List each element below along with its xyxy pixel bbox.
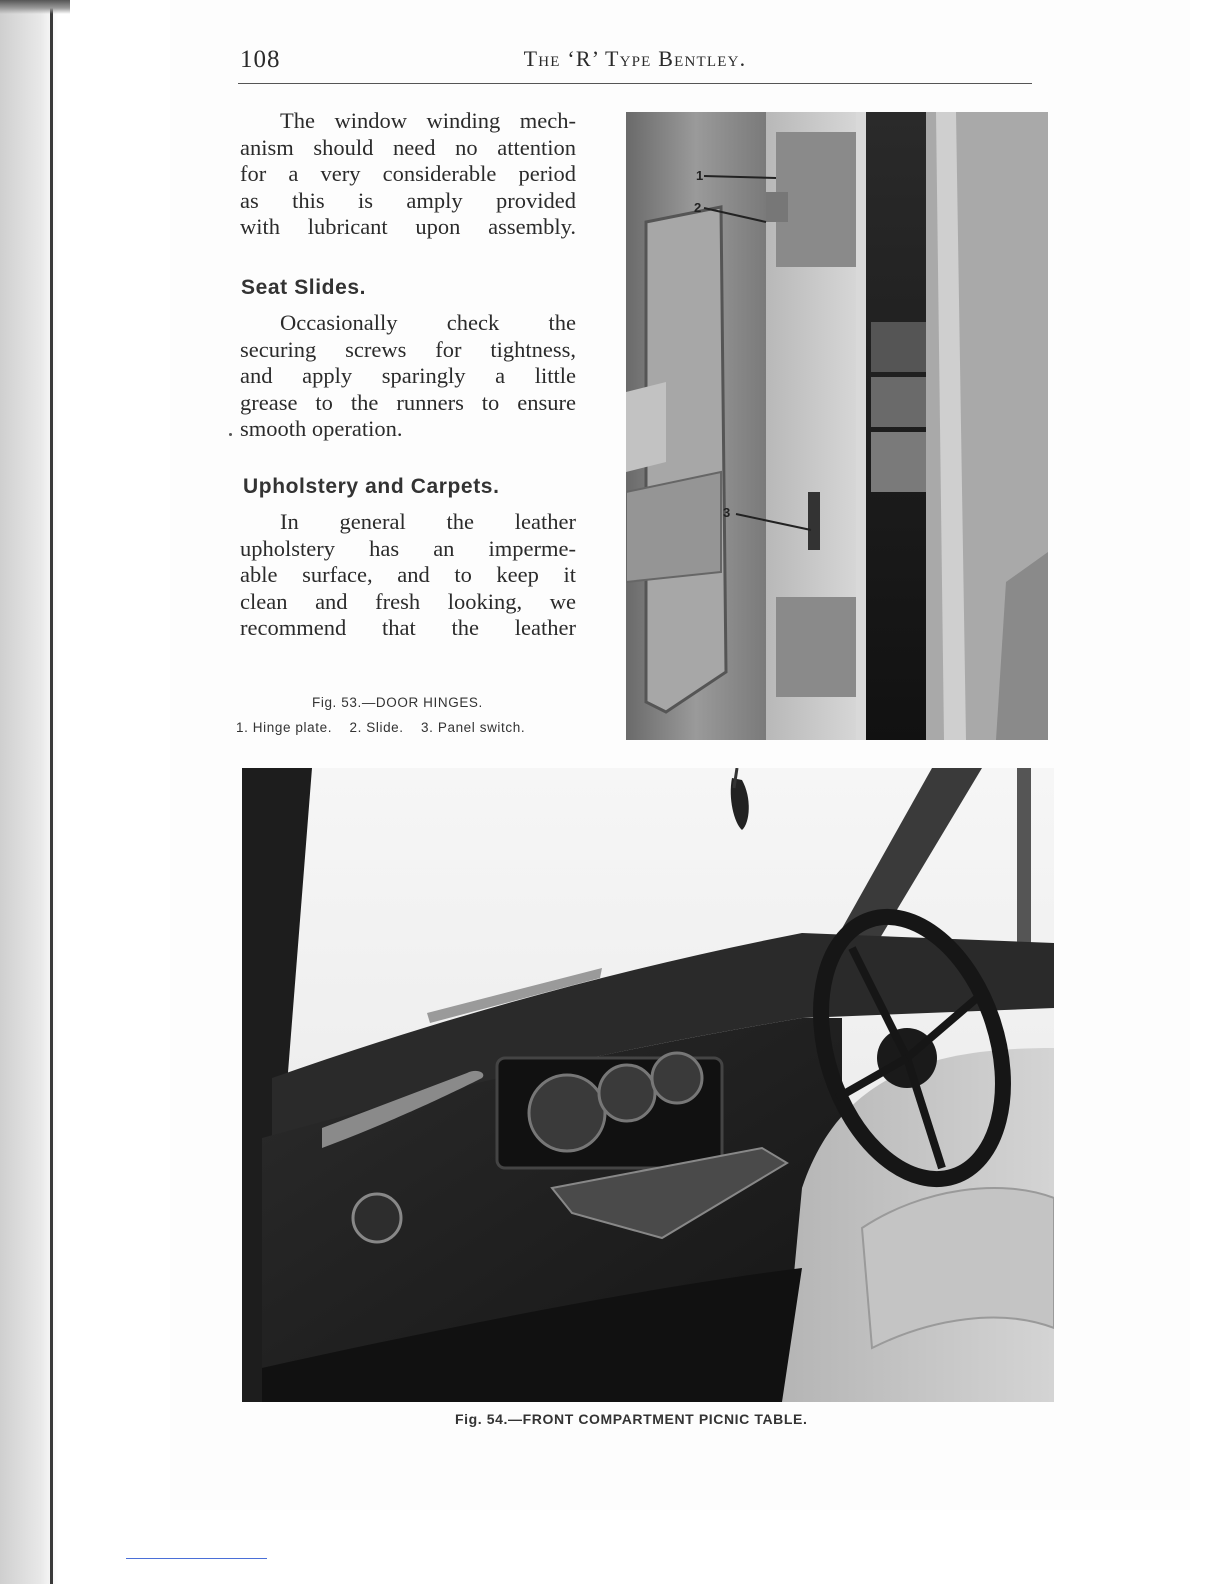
page-number: 108: [240, 46, 281, 73]
text-line: with lubricant upon assembly.: [240, 214, 576, 239]
hinge-label-3: 3: [723, 505, 731, 520]
text-line: Occasionally check the: [280, 310, 576, 335]
fig53-caption-title: Fig. 53.—DOOR HINGES.: [312, 695, 483, 710]
text-line: The window winding mech-: [280, 108, 576, 133]
paragraph-upholstery-cont: [240, 536, 576, 642]
paragraph-window-winding: [240, 108, 576, 135]
scan-page-edge: [50, 0, 53, 1584]
hinge-label-2: 2: [694, 200, 702, 215]
door-hinges-photo: [626, 112, 1048, 740]
door-hinges-illustration: [626, 112, 1048, 740]
paragraph-upholstery: [240, 509, 576, 536]
paragraph-seat-slides-cont: [240, 337, 576, 443]
text-line: smooth operation.: [240, 416, 403, 441]
hinge-label-1: 1: [696, 168, 704, 183]
picnic-table-photo: [242, 768, 1054, 1402]
fig53-caption-legend: 1. Hinge plate. 2. Slide. 3. Panel switch.: [236, 720, 526, 735]
text-line: as this is amply provided: [240, 187, 576, 213]
front-compartment-illustration: [242, 768, 1054, 1402]
text-line: upholstery has an imperme-: [240, 535, 576, 561]
text-line: clean and fresh looking, we: [240, 588, 576, 614]
fig54-caption: Fig. 54.—FRONT COMPARTMENT PICNIC TABLE.: [455, 1411, 808, 1427]
paragraph-seat-slides: [240, 310, 576, 337]
text-line: In general the leather: [280, 509, 576, 534]
link-underline: [126, 1558, 267, 1559]
text-line: securing screws for tightness,: [240, 336, 576, 362]
text-line: anism should need no attention: [240, 134, 576, 160]
text-line: able surface, and to keep it: [240, 562, 576, 587]
scan-corner-shadow: [0, 0, 70, 14]
text-line: recommend that the leather: [240, 615, 576, 640]
heading-seat-slides: Seat Slides.: [241, 276, 367, 299]
text-line: grease to the runners to ensure: [240, 389, 576, 415]
heading-upholstery: Upholstery and Carpets.: [243, 475, 500, 498]
text-line: and apply sparingly a little: [240, 363, 576, 388]
running-head: The ‘R’ Type Bentley.: [523, 46, 747, 71]
text-line: for a very considerable period: [240, 161, 576, 186]
scan-right-margin: [1190, 0, 1224, 1584]
header-rule: [238, 83, 1032, 84]
paragraph-window-winding-cont: [240, 135, 576, 241]
scan-speck: [229, 433, 232, 436]
